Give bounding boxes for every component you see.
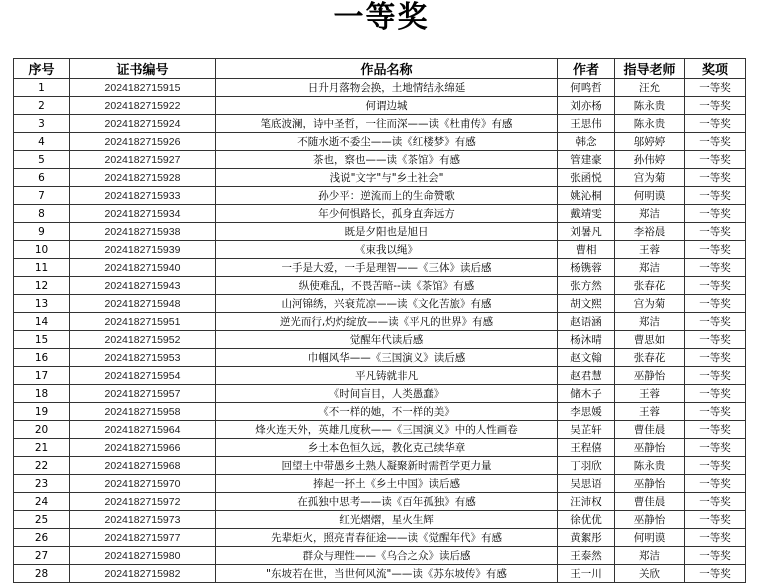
table-row	[14, 457, 746, 475]
cell-certificate-number: 2024182715927	[70, 151, 216, 169]
table-row	[14, 511, 746, 529]
cell-certificate-number: 2024182715939	[70, 241, 216, 259]
cell-work-title: 山河锦绣，兴衰荒凉——读《文化苦旅》有感	[216, 295, 558, 313]
table-row	[14, 115, 746, 133]
cell-author: 赵文翰	[558, 349, 615, 367]
cell-number: 11	[14, 259, 70, 277]
cell-number: 8	[14, 205, 70, 223]
cell-number: 21	[14, 439, 70, 457]
cell-number: 9	[14, 223, 70, 241]
cell-work-title: "东坡若在世，当世何风流"——读《苏东坡传》有感	[216, 565, 558, 583]
cell-work-title: 既是夕阳也是旭日	[216, 223, 558, 241]
cell-author: 王一川	[558, 565, 615, 583]
cell-award: 一等奖	[685, 259, 746, 277]
cell-author: 韩念	[558, 133, 615, 151]
table-body	[14, 79, 746, 583]
cell-work-title: 一手是大爱，一手是理智——《三体》读后感	[216, 259, 558, 277]
cell-advisor: 曹佳晨	[615, 493, 685, 511]
table-row	[14, 565, 746, 583]
cell-certificate-number: 2024182715973	[70, 511, 216, 529]
cell-advisor: 郑洁	[615, 547, 685, 565]
cell-award: 一等奖	[685, 421, 746, 439]
cell-number: 18	[14, 385, 70, 403]
cell-advisor: 孙伟婷	[615, 151, 685, 169]
cell-award: 一等奖	[685, 187, 746, 205]
cell-certificate-number: 2024182715943	[70, 277, 216, 295]
cell-advisor: 郑洁	[615, 205, 685, 223]
cell-certificate-number: 2024182715948	[70, 295, 216, 313]
cell-work-title: 群众与理性——《乌合之众》读后感	[216, 547, 558, 565]
cell-certificate-number: 2024182715968	[70, 457, 216, 475]
cell-author: 何鸣哲	[558, 79, 615, 97]
cell-number: 1	[14, 79, 70, 97]
cell-award: 一等奖	[685, 331, 746, 349]
cell-award: 一等奖	[685, 457, 746, 475]
cell-number: 3	[14, 115, 70, 133]
cell-work-title: 《时间盲目，人类愚蠢》	[216, 385, 558, 403]
cell-certificate-number: 2024182715951	[70, 313, 216, 331]
cell-advisor: 王蓉	[615, 241, 685, 259]
cell-award: 一等奖	[685, 313, 746, 331]
table-row	[14, 133, 746, 151]
cell-author: 赵君慧	[558, 367, 615, 385]
cell-number: 28	[14, 565, 70, 583]
cell-number: 19	[14, 403, 70, 421]
column-header-work-title: 作品名称	[216, 59, 558, 79]
cell-author: 黄絮彤	[558, 529, 615, 547]
column-header-award: 奖项	[685, 59, 746, 79]
cell-certificate-number: 2024182715934	[70, 205, 216, 223]
cell-advisor: 郑洁	[615, 259, 685, 277]
cell-author: 杨沐晴	[558, 331, 615, 349]
table-row	[14, 169, 746, 187]
cell-author: 王泰然	[558, 547, 615, 565]
cell-number: 2	[14, 97, 70, 115]
cell-author: 杨镌蓉	[558, 259, 615, 277]
cell-number: 23	[14, 475, 70, 493]
table-row	[14, 205, 746, 223]
cell-number: 6	[14, 169, 70, 187]
cell-author: 赵语涵	[558, 313, 615, 331]
cell-advisor: 汪允	[615, 79, 685, 97]
cell-advisor: 曹佳晨	[615, 421, 685, 439]
cell-author: 胡文熙	[558, 295, 615, 313]
cell-work-title: 在孤独中思考——读《百年孤独》有感	[216, 493, 558, 511]
cell-author: 张方然	[558, 277, 615, 295]
cell-work-title: 笔底波澜，诗中圣哲，一往而深——读《杜甫传》有感	[216, 115, 558, 133]
cell-number: 12	[14, 277, 70, 295]
cell-number: 5	[14, 151, 70, 169]
column-header-author: 作者	[558, 59, 615, 79]
cell-award: 一等奖	[685, 223, 746, 241]
table-row	[14, 277, 746, 295]
cell-work-title: 何谓边城	[216, 97, 558, 115]
cell-work-title: 觉醒年代读后感	[216, 331, 558, 349]
cell-number: 16	[14, 349, 70, 367]
cell-work-title: 纵使难乱，不畏苦暗--读《茶馆》有感	[216, 277, 558, 295]
cell-work-title: 《不一样的她，不一样的美》	[216, 403, 558, 421]
column-header-advisor: 指导老师	[615, 59, 685, 79]
cell-advisor: 张春花	[615, 277, 685, 295]
cell-certificate-number: 2024182715915	[70, 79, 216, 97]
table-row	[14, 79, 746, 97]
cell-work-title: 年少何惧路长，孤身直奔远方	[216, 205, 558, 223]
cell-award: 一等奖	[685, 97, 746, 115]
cell-number: 14	[14, 313, 70, 331]
cell-award: 一等奖	[685, 403, 746, 421]
cell-work-title: 孙少平：逆流而上的生命赞歌	[216, 187, 558, 205]
cell-work-title: 捧起一抔土《乡土中国》读后感	[216, 475, 558, 493]
cell-author: 丁羽欣	[558, 457, 615, 475]
cell-advisor: 王蓉	[615, 403, 685, 421]
cell-certificate-number: 2024182715924	[70, 115, 216, 133]
cell-advisor: 陈永贵	[615, 457, 685, 475]
cell-author: 储木子	[558, 385, 615, 403]
cell-certificate-number: 2024182715938	[70, 223, 216, 241]
cell-work-title: 逆光而行,灼灼绽放——读《平凡的世界》有感	[216, 313, 558, 331]
table-row	[14, 259, 746, 277]
cell-advisor: 关欣	[615, 565, 685, 583]
cell-work-title: 浅说"文字"与"乡土社会"	[216, 169, 558, 187]
cell-author: 姚沁桐	[558, 187, 615, 205]
cell-advisor: 巫静怡	[615, 439, 685, 457]
cell-advisor: 巫静怡	[615, 511, 685, 529]
cell-award: 一等奖	[685, 439, 746, 457]
cell-award: 一等奖	[685, 547, 746, 565]
cell-award: 一等奖	[685, 205, 746, 223]
cell-author: 刘暑凡	[558, 223, 615, 241]
cell-work-title: 日升月落物会换，土地情结永绵延	[216, 79, 558, 97]
cell-advisor: 宫为菊	[615, 169, 685, 187]
cell-number: 27	[14, 547, 70, 565]
cell-work-title: 不随水逝不委尘——读《红楼梦》有感	[216, 133, 558, 151]
cell-award: 一等奖	[685, 529, 746, 547]
table-row	[14, 475, 746, 493]
table-row	[14, 313, 746, 331]
cell-award: 一等奖	[685, 151, 746, 169]
cell-advisor: 宫为菊	[615, 295, 685, 313]
cell-author: 刘亦杨	[558, 97, 615, 115]
cell-number: 22	[14, 457, 70, 475]
column-header-number: 序号	[14, 59, 70, 79]
table-row	[14, 97, 746, 115]
table-row	[14, 223, 746, 241]
cell-advisor: 巫静怡	[615, 367, 685, 385]
cell-advisor: 巫静怡	[615, 475, 685, 493]
cell-author: 汪沛权	[558, 493, 615, 511]
cell-advisor: 张春花	[615, 349, 685, 367]
cell-number: 10	[14, 241, 70, 259]
cell-work-title: 回望土中带愚乡土熟人凝聚新时需哲学更力量	[216, 457, 558, 475]
table-row	[14, 331, 746, 349]
table-row	[14, 295, 746, 313]
cell-award: 一等奖	[685, 511, 746, 529]
cell-award: 一等奖	[685, 277, 746, 295]
cell-award: 一等奖	[685, 295, 746, 313]
cell-number: 7	[14, 187, 70, 205]
cell-author: 徐优优	[558, 511, 615, 529]
cell-certificate-number: 2024182715972	[70, 493, 216, 511]
table-row	[14, 241, 746, 259]
table-row	[14, 493, 746, 511]
cell-certificate-number: 2024182715970	[70, 475, 216, 493]
cell-certificate-number: 2024182715957	[70, 385, 216, 403]
table-row	[14, 385, 746, 403]
cell-certificate-number: 2024182715954	[70, 367, 216, 385]
cell-number: 4	[14, 133, 70, 151]
cell-award: 一等奖	[685, 349, 746, 367]
cell-number: 15	[14, 331, 70, 349]
cell-work-title: 乡土本色恒久远，教化克己续华章	[216, 439, 558, 457]
cell-number: 26	[14, 529, 70, 547]
table-row	[14, 187, 746, 205]
cell-certificate-number: 2024182715940	[70, 259, 216, 277]
cell-work-title: 先辈炬火，照亮青春征途——读《觉醒年代》有感	[216, 529, 558, 547]
table-row	[14, 421, 746, 439]
cell-advisor: 何明谟	[615, 187, 685, 205]
cell-certificate-number: 2024182715982	[70, 565, 216, 583]
cell-author: 王程僖	[558, 439, 615, 457]
cell-certificate-number: 2024182715922	[70, 97, 216, 115]
award-table	[13, 58, 746, 583]
table-row	[14, 529, 746, 547]
cell-work-title: 《束我以绳》	[216, 241, 558, 259]
cell-author: 吴思语	[558, 475, 615, 493]
cell-advisor: 王蓉	[615, 385, 685, 403]
cell-author: 王思伟	[558, 115, 615, 133]
cell-award: 一等奖	[685, 385, 746, 403]
cell-certificate-number: 2024182715964	[70, 421, 216, 439]
cell-award: 一等奖	[685, 565, 746, 583]
cell-award: 一等奖	[685, 241, 746, 259]
cell-award: 一等奖	[685, 133, 746, 151]
table-row	[14, 151, 746, 169]
cell-author: 吴芷轩	[558, 421, 615, 439]
cell-work-title: 巾帼风华——《三国演义》读后感	[216, 349, 558, 367]
cell-work-title: 平凡铸就非凡	[216, 367, 558, 385]
table-row	[14, 403, 746, 421]
cell-work-title: 茶也，察也——读《茶馆》有感	[216, 151, 558, 169]
cell-author: 张函悦	[558, 169, 615, 187]
cell-advisor: 郑洁	[615, 313, 685, 331]
cell-certificate-number: 2024182715953	[70, 349, 216, 367]
table-row	[14, 349, 746, 367]
column-header-certificate-number: 证书编号	[70, 59, 216, 79]
cell-advisor: 邬婷婷	[615, 133, 685, 151]
table-row	[14, 439, 746, 457]
cell-author: 管建豪	[558, 151, 615, 169]
cell-advisor: 曹思如	[615, 331, 685, 349]
table-row	[14, 367, 746, 385]
table-row	[14, 547, 746, 565]
cell-author: 李思媛	[558, 403, 615, 421]
cell-author: 戴靖雯	[558, 205, 615, 223]
cell-advisor: 陈永贵	[615, 97, 685, 115]
cell-number: 13	[14, 295, 70, 313]
cell-award: 一等奖	[685, 493, 746, 511]
cell-certificate-number: 2024182715928	[70, 169, 216, 187]
cell-award: 一等奖	[685, 475, 746, 493]
cell-certificate-number: 2024182715933	[70, 187, 216, 205]
cell-award: 一等奖	[685, 367, 746, 385]
cell-advisor: 何明谟	[615, 529, 685, 547]
cell-advisor: 李裕晨	[615, 223, 685, 241]
cell-award: 一等奖	[685, 115, 746, 133]
page-title: 一等奖	[333, 0, 430, 35]
cell-certificate-number: 2024182715958	[70, 403, 216, 421]
cell-number: 17	[14, 367, 70, 385]
cell-award: 一等奖	[685, 169, 746, 187]
table-header-row	[14, 59, 746, 79]
cell-number: 20	[14, 421, 70, 439]
cell-work-title: 烽火连天外，英雄几度秋——《三国演义》中的人性画卷	[216, 421, 558, 439]
cell-certificate-number: 2024182715980	[70, 547, 216, 565]
cell-author: 曹相	[558, 241, 615, 259]
cell-number: 25	[14, 511, 70, 529]
cell-number: 24	[14, 493, 70, 511]
cell-award: 一等奖	[685, 79, 746, 97]
cell-advisor: 陈永贵	[615, 115, 685, 133]
cell-work-title: 红光熠熠，星火生辉	[216, 511, 558, 529]
cell-certificate-number: 2024182715966	[70, 439, 216, 457]
cell-certificate-number: 2024182715977	[70, 529, 216, 547]
cell-certificate-number: 2024182715952	[70, 331, 216, 349]
cell-certificate-number: 2024182715926	[70, 133, 216, 151]
